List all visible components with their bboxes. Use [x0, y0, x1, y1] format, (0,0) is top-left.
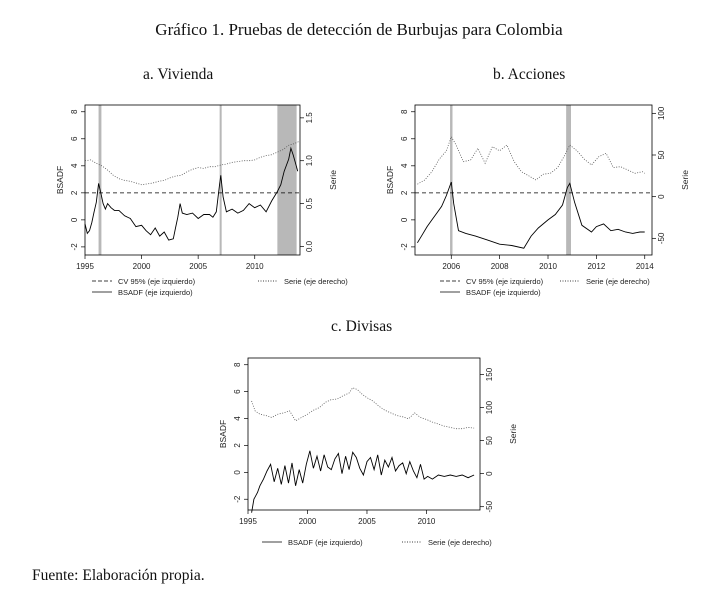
chart-0-y-tick-label: 6	[70, 136, 79, 142]
chart-0-y-tick-label: 4	[70, 163, 79, 169]
chart-0-legend-label: Serie (eje derecho)	[284, 277, 348, 286]
chart-1-x-tick-label: 2010	[539, 262, 557, 271]
chart-0-shaded-period	[99, 105, 102, 255]
chart-1-shaded-period	[566, 105, 571, 255]
chart-0-y2-tick-label: 1.5	[305, 112, 314, 124]
chart-0-y-tick-label: 8	[70, 109, 79, 114]
chart-1-x-tick-label: 2006	[442, 262, 461, 271]
chart-1-ylabel: BSADF	[385, 165, 395, 195]
chart-1-y2-tick-label: 0	[657, 194, 666, 199]
chart-0-x-tick-label: 2000	[132, 262, 151, 271]
panel-a-title: a. Vivienda	[143, 66, 214, 83]
chart-1-y-tick-label: 8	[400, 109, 409, 114]
chart-1-legend-label: Serie (eje derecho)	[586, 277, 650, 286]
chart-2-y-tick-label: 6	[233, 389, 242, 394]
chart-2-y-tick-label: 4	[233, 416, 242, 421]
chart-0-y-tick-label: -2	[70, 243, 79, 251]
chart-2-y2-tick-label: 150	[485, 367, 494, 382]
chart-0-y2label: Serie	[328, 170, 338, 190]
chart-2-ylabel: BSADF	[218, 419, 228, 449]
chart-2-series-bsadf	[252, 451, 475, 513]
chart-2-y2-tick-label: 50	[485, 436, 494, 446]
chart-2-y-tick-label: 0	[233, 470, 242, 475]
chart-1-y2-tick-label: -50	[657, 232, 666, 245]
chart-0-y-tick-label: 0	[70, 217, 79, 223]
chart-1-y-tick-label: 4	[400, 163, 409, 169]
chart-2-y2label: Serie	[508, 424, 518, 444]
chart-1-y2label: Serie	[680, 170, 690, 190]
chart-1-legend-label: BSADF (eje izquierdo)	[466, 288, 541, 297]
chart-2-series-serie	[252, 388, 475, 429]
chart-2-legend-label: BSADF (eje izquierdo)	[288, 538, 363, 547]
chart-0-legend-label: BSADF (eje izquierdo)	[118, 288, 193, 297]
chart-2-y-tick-label: 2	[233, 443, 242, 448]
chart-1-x-tick-label: 2008	[490, 262, 509, 271]
chart-2-x-tick-label: 2005	[358, 517, 376, 526]
chart-0-y-tick-label: 2	[70, 190, 79, 196]
chart-1-y2-tick-label: 50	[657, 150, 666, 160]
chart-1-x-tick-label: 2012	[587, 262, 606, 271]
source-note: Fuente: Elaboración propia.	[32, 567, 205, 584]
panel-b-title: b. Acciones	[493, 66, 566, 83]
chart-2-plot-frame	[248, 358, 480, 510]
chart-0-x-tick-label: 1995	[76, 262, 94, 271]
chart-1-x-tick-label: 2014	[635, 262, 654, 271]
chart-1-shaded-period	[450, 105, 452, 255]
chart-2-y-tick-label: 8	[233, 362, 242, 367]
chart-0-plot-frame	[85, 105, 300, 255]
chart-2-legend-label: Serie (eje derecho)	[428, 538, 492, 547]
chart-0-series-serie	[85, 141, 300, 185]
chart-2-group	[244, 358, 484, 542]
chart-2-y2-tick-label: 100	[485, 400, 494, 415]
chart-1-y-tick-label: 2	[400, 190, 409, 196]
chart-0-ylabel: BSADF	[55, 165, 65, 195]
chart-2-x-tick-label: 2010	[417, 517, 436, 526]
chart-2-x-tick-label: 1995	[239, 517, 257, 526]
chart-0-y2-tick-label: 0.5	[305, 198, 314, 210]
chart-1-y-tick-label: 6	[400, 136, 409, 142]
chart-1-y2-tick-label: 100	[657, 106, 666, 121]
chart-0-legend-label: CV 95% (eje izquierdo)	[118, 277, 196, 286]
chart-1-y-tick-label: -2	[400, 243, 409, 251]
chart-0-series-bsadf	[85, 148, 298, 240]
chart-2-y2-tick-label: -50	[485, 500, 494, 513]
chart-2-x-tick-label: 2000	[298, 517, 317, 526]
chart-2-y2-tick-label: 0	[485, 471, 494, 476]
chart-0-x-tick-label: 2005	[189, 262, 208, 271]
figure-title: Gráfico 1. Pruebas de detección de Burbujas para Colombia	[155, 20, 563, 39]
chart-1-legend-label: CV 95% (eje izquierdo)	[466, 277, 544, 286]
chart-0-y2-tick-label: 0.0	[305, 240, 314, 252]
chart-0-shaded-period	[277, 105, 296, 255]
panel-c-title: c. Divisas	[331, 318, 393, 335]
chart-2-y-tick-label: -2	[233, 495, 242, 503]
chart-0-y2-tick-label: 1.0	[305, 155, 314, 167]
chart-1-y-tick-label: 0	[400, 217, 409, 223]
chart-0-x-tick-label: 2010	[245, 262, 264, 271]
